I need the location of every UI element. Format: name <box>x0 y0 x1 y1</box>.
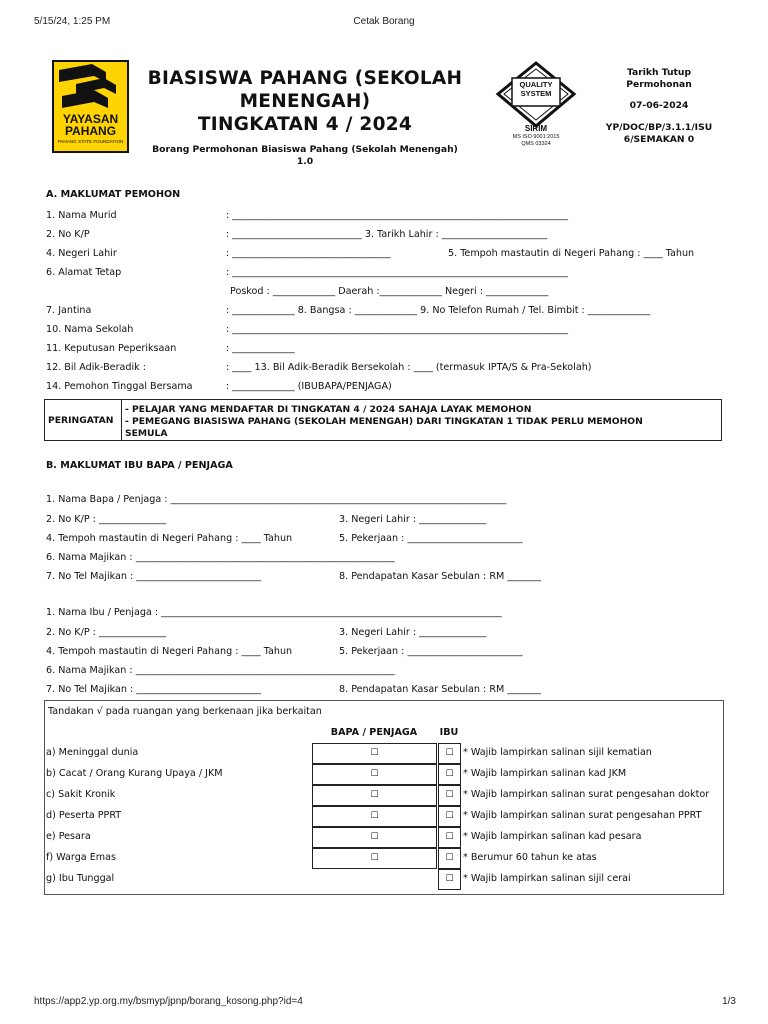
field-label-jantina: 7. Jantina <box>46 305 92 316</box>
warning-label: PERINGATAN <box>48 415 114 426</box>
checkbox-ibu[interactable]: ☐ <box>438 848 461 869</box>
form-title-line1: BIASISWA PAHANG (SEKOLAH <box>147 68 463 89</box>
checklist-row-label: b) Cacat / Orang Kurang Upaya / JKM <box>46 768 223 779</box>
warning-line1: - PELAJAR YANG MENDAFTAR DI TINGKATAN 4 / 2024 SAHAJA LAYAK MEMOHON <box>125 404 532 415</box>
field-bapa-pekerjaan[interactable]: 5. Pekerjaan : ________________________ <box>339 533 523 544</box>
closing-label-line2: Permohonan <box>626 79 692 90</box>
field-ibu-tel-majikan[interactable]: 7. No Tel Majikan : __________________________ <box>46 684 262 695</box>
field-nama-sekolah[interactable]: : ______________________________________________________________________ <box>226 324 569 335</box>
closing-label-line1: Tarikh Tutup <box>626 67 692 78</box>
print-url[interactable]: https://app2.yp.org.my/bsmyp/jpnp/borang_kosong.php?id=4 <box>34 996 303 1007</box>
section-b-heading: B. MAKLUMAT IBU BAPA / PENJAGA <box>46 460 233 471</box>
field-negeri-lahir[interactable]: : _________________________________ <box>226 248 391 259</box>
checkbox-ibu[interactable]: ☐ <box>438 869 461 890</box>
checklist-row-note: * Wajib lampirkan salinan kad JKM <box>463 768 627 779</box>
checklist-row-label: e) Pesara <box>46 831 91 842</box>
field-bapa-pendapatan[interactable]: 8. Pendapatan Kasar Sebulan : RM _______ <box>339 571 541 582</box>
field-label-nama-sekolah: 10. Nama Sekolah <box>46 324 134 335</box>
field-ibu-majikan[interactable]: 6. Nama Majikan : ______________________________________________________ <box>46 665 395 676</box>
field-nama-ibu[interactable]: 1. Nama Ibu / Penjaga : _______________________________________________________________________ <box>46 607 502 618</box>
field-ibu-pekerjaan[interactable]: 5. Pekerjaan : ________________________ <box>339 646 523 657</box>
checkbox-ibu[interactable]: ☐ <box>438 743 461 764</box>
field-nama-murid[interactable]: : ______________________________________________________________________ <box>226 210 569 221</box>
field-alamat-tetap[interactable]: : ______________________________________________________________________ <box>226 267 569 278</box>
checkbox-ibu[interactable]: ☐ <box>438 764 461 785</box>
form-subtitle-line1: Borang Permohonan Biasiswa Pahang (Sekolah Menengah) <box>152 144 458 155</box>
checklist-row-note: * Wajib lampirkan salinan surat pengesahan doktor <box>463 789 710 800</box>
field-label-tinggal-bersama: 14. Pemohon Tinggal Bersama <box>46 381 193 392</box>
print-page-number: 1/3 <box>722 996 736 1007</box>
form-subtitle-line2: 1.0 <box>296 156 314 167</box>
field-bapa-no-kp[interactable]: 2. No K/P : ______________ <box>46 514 167 525</box>
field-label-nama-murid: 1. Nama Murid <box>46 210 117 221</box>
field-label-keputusan: 11. Keputusan Peperiksaan <box>46 343 177 354</box>
field-ibu-pendapatan[interactable]: 8. Pendapatan Kasar Sebulan : RM _______ <box>339 684 541 695</box>
checklist-col-bapa: BAPA / PENJAGA <box>330 727 418 738</box>
logo-text-line1: YAYASAN <box>62 112 119 126</box>
field-jantina-bangsa-telefon[interactable]: : _____________ 8. Bangsa : _____________ 9. No Telefon Rumah / Tel. Bimbit : _____________ <box>226 305 651 316</box>
field-label-adik-beradik: 12. Bil Adik-Beradik : <box>46 362 146 373</box>
field-ibu-no-kp[interactable]: 2. No K/P : ______________ <box>46 627 167 638</box>
checkbox-ibu[interactable]: ☐ <box>438 785 461 806</box>
closing-date: 07-06-2024 <box>629 100 689 111</box>
checklist-row-note: * Wajib lampirkan salinan surat pengesahan PPRT <box>463 810 702 821</box>
field-bapa-negeri-lahir[interactable]: 3. Negeri Lahir : ______________ <box>339 514 487 525</box>
field-tinggal-bersama[interactable]: : _____________ (IBUBAPA/PENJAGA) <box>226 381 392 392</box>
print-datetime: 5/15/24, 1:25 PM <box>34 16 111 27</box>
field-bapa-tel-majikan[interactable]: 7. No Tel Majikan : __________________________ <box>46 571 262 582</box>
checklist-intro: Tandakan √ pada ruangan yang berkenaan jika berkaitan <box>48 706 322 717</box>
field-ibu-tempoh[interactable]: 4. Tempoh mastautin di Negeri Pahang : ____ Tahun <box>46 646 293 657</box>
cert-brand: SIRIM <box>524 124 548 133</box>
cert-text-mid: SYSTEM <box>520 89 552 98</box>
field-label-alamat: 6. Alamat Tetap <box>46 267 122 278</box>
field-adik-beradik[interactable]: : ____ 13. Bil Adik-Beradik Bersekolah : ____ (termasuk IPTA/S & Pra-Sekolah) <box>226 362 592 373</box>
form-title-line3: TINGKATAN 4 / 2024 <box>197 114 413 135</box>
warning-line2: - PEMEGANG BIASISWA PAHANG (SEKOLAH MENENGAH) DARI TINGKATAN 1 TIDAK PERLU MEMOHON <box>125 416 643 427</box>
checklist-row-label: f) Warga Emas <box>46 852 116 863</box>
form-title-line2: MENENGAH) <box>239 91 371 112</box>
field-poskod-daerah-negeri[interactable]: Poskod : _____________ Daerah :_____________ Negeri : _____________ <box>230 286 549 297</box>
doc-reference-line2: 6/SEMAKAN 0 <box>623 134 695 145</box>
checkbox-bapa[interactable]: ☐ <box>312 785 437 806</box>
checklist-col-ibu: IBU <box>439 727 459 738</box>
field-ibu-negeri-lahir[interactable]: 3. Negeri Lahir : ______________ <box>339 627 487 638</box>
field-bapa-tempoh[interactable]: 4. Tempoh mastautin di Negeri Pahang : ____ Tahun <box>46 533 293 544</box>
field-no-kp-tarikh-lahir[interactable]: : ___________________________ 3. Tarikh Lahir : ______________________ <box>226 229 548 240</box>
checkbox-bapa[interactable]: ☐ <box>312 764 437 785</box>
cert-qms: QMS 03324 <box>521 141 551 147</box>
field-tempoh-mastautin[interactable]: 5. Tempoh mastautin di Negeri Pahang : ____ Tahun <box>448 248 695 259</box>
cert-ms: MS ISO 9001:2015 <box>512 134 560 140</box>
checklist-row-note: * Wajib lampirkan salinan sijil kematian <box>463 747 652 758</box>
logo-emblem-icon <box>54 62 127 114</box>
checklist-row-label: c) Sakit Kronik <box>46 789 116 800</box>
field-keputusan-peperiksaan[interactable]: : _____________ <box>226 343 295 354</box>
checkbox-bapa[interactable]: ☐ <box>312 743 437 764</box>
section-a-heading: A. MAKLUMAT PEMOHON <box>46 189 181 200</box>
checklist-row-note: * Wajib lampirkan salinan kad pesara <box>463 831 642 842</box>
logo-text-line3: PAHANG STATE FOUNDATION <box>57 139 124 144</box>
field-nama-bapa[interactable]: 1. Nama Bapa / Penjaga : ______________________________________________________________________ <box>46 494 507 505</box>
yayasan-pahang-logo <box>52 60 129 153</box>
checklist-row-label: d) Peserta PPRT <box>46 810 122 821</box>
sirim-quality-badge <box>488 60 584 152</box>
field-bapa-majikan[interactable]: 6. Nama Majikan : ______________________________________________________ <box>46 552 395 563</box>
checklist-row-label: g) Ibu Tunggal <box>46 873 115 884</box>
checklist-row-note: * Berumur 60 tahun ke atas <box>463 852 597 863</box>
checkbox-ibu[interactable]: ☐ <box>438 827 461 848</box>
checkbox-bapa[interactable]: ☐ <box>312 827 437 848</box>
print-page-title: Cetak Borang <box>353 16 415 27</box>
logo-text-line2: PAHANG <box>64 124 117 138</box>
warning-box <box>44 399 722 441</box>
checklist-row-note: * Wajib lampirkan salinan sijil cerai <box>463 873 631 884</box>
doc-reference-line1: YP/DOC/BP/3.1.1/ISU <box>605 122 713 133</box>
warning-line3: SEMULA <box>125 428 168 439</box>
field-label-negeri-lahir: 4. Negeri Lahir <box>46 248 117 259</box>
checklist-row-label: a) Meninggal dunia <box>46 747 139 758</box>
checkbox-ibu[interactable]: ☐ <box>438 806 461 827</box>
checkbox-bapa[interactable]: ☐ <box>312 806 437 827</box>
cert-text-top: QUALITY <box>519 80 553 89</box>
field-label-no-kp: 2. No K/P <box>46 229 90 240</box>
checkbox-bapa[interactable]: ☐ <box>312 848 437 869</box>
